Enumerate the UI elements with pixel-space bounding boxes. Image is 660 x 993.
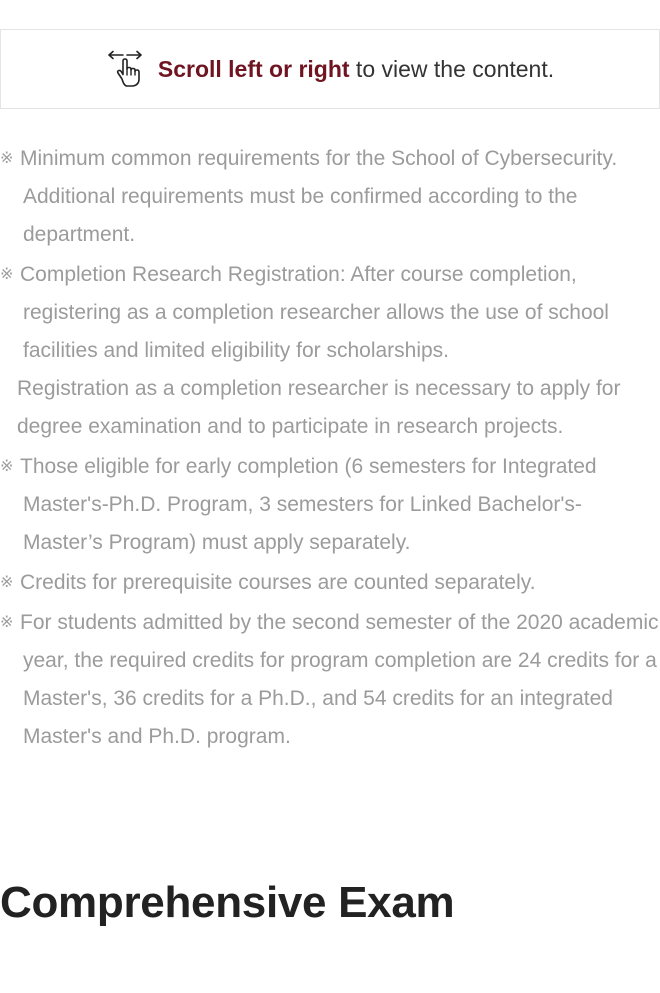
note-item bbox=[0, 140, 660, 254]
scroll-hint-text bbox=[158, 56, 554, 83]
note-item bbox=[0, 604, 660, 756]
reference-mark-icon: ※ bbox=[0, 150, 14, 167]
reference-mark-icon: ※ bbox=[0, 266, 14, 283]
note-text: Credits for prerequisite courses are counted separately. bbox=[20, 571, 536, 594]
note-text: Completion Research Registration: After course completion, registering as a completion researcher allows the use of school facilities and limited eligibility for scholarships. bbox=[20, 263, 609, 362]
note-item bbox=[0, 564, 660, 602]
swipe-hand-icon bbox=[106, 49, 144, 89]
note-item bbox=[0, 256, 660, 446]
scroll-hint-strong: Scroll left or right bbox=[157, 55, 350, 82]
reference-mark-icon: ※ bbox=[0, 614, 14, 631]
note-text-continued: Registration as a completion researcher is necessary to apply for degree examination and to participate in research projects. bbox=[17, 377, 621, 438]
note-text: Minimum common requirements for the School of Cybersecurity. Additional requirements must be confirmed according to the department. bbox=[20, 147, 618, 246]
note-item bbox=[0, 448, 660, 562]
requirements-notes bbox=[0, 140, 660, 758]
note-text: For students admitted by the second semester of the 2020 academic year, the required credits for program completion are 24 credits for a Master's, 36 credits for a Ph.D., and 54 credits for an integrated Master's and Ph.D. program. bbox=[20, 611, 659, 748]
reference-mark-icon: ※ bbox=[0, 458, 14, 475]
scroll-hint-banner bbox=[0, 29, 660, 109]
note-text: Those eligible for early completion (6 semesters for Integrated Master's-Ph.D. Program, 3 semesters for Linked Bachelor's-Master’s Program) must apply separately. bbox=[20, 455, 597, 554]
scroll-hint-rest: to view the content. bbox=[349, 55, 555, 82]
reference-mark-icon: ※ bbox=[0, 574, 14, 591]
section-title: Comprehensive Exam bbox=[0, 878, 455, 927]
